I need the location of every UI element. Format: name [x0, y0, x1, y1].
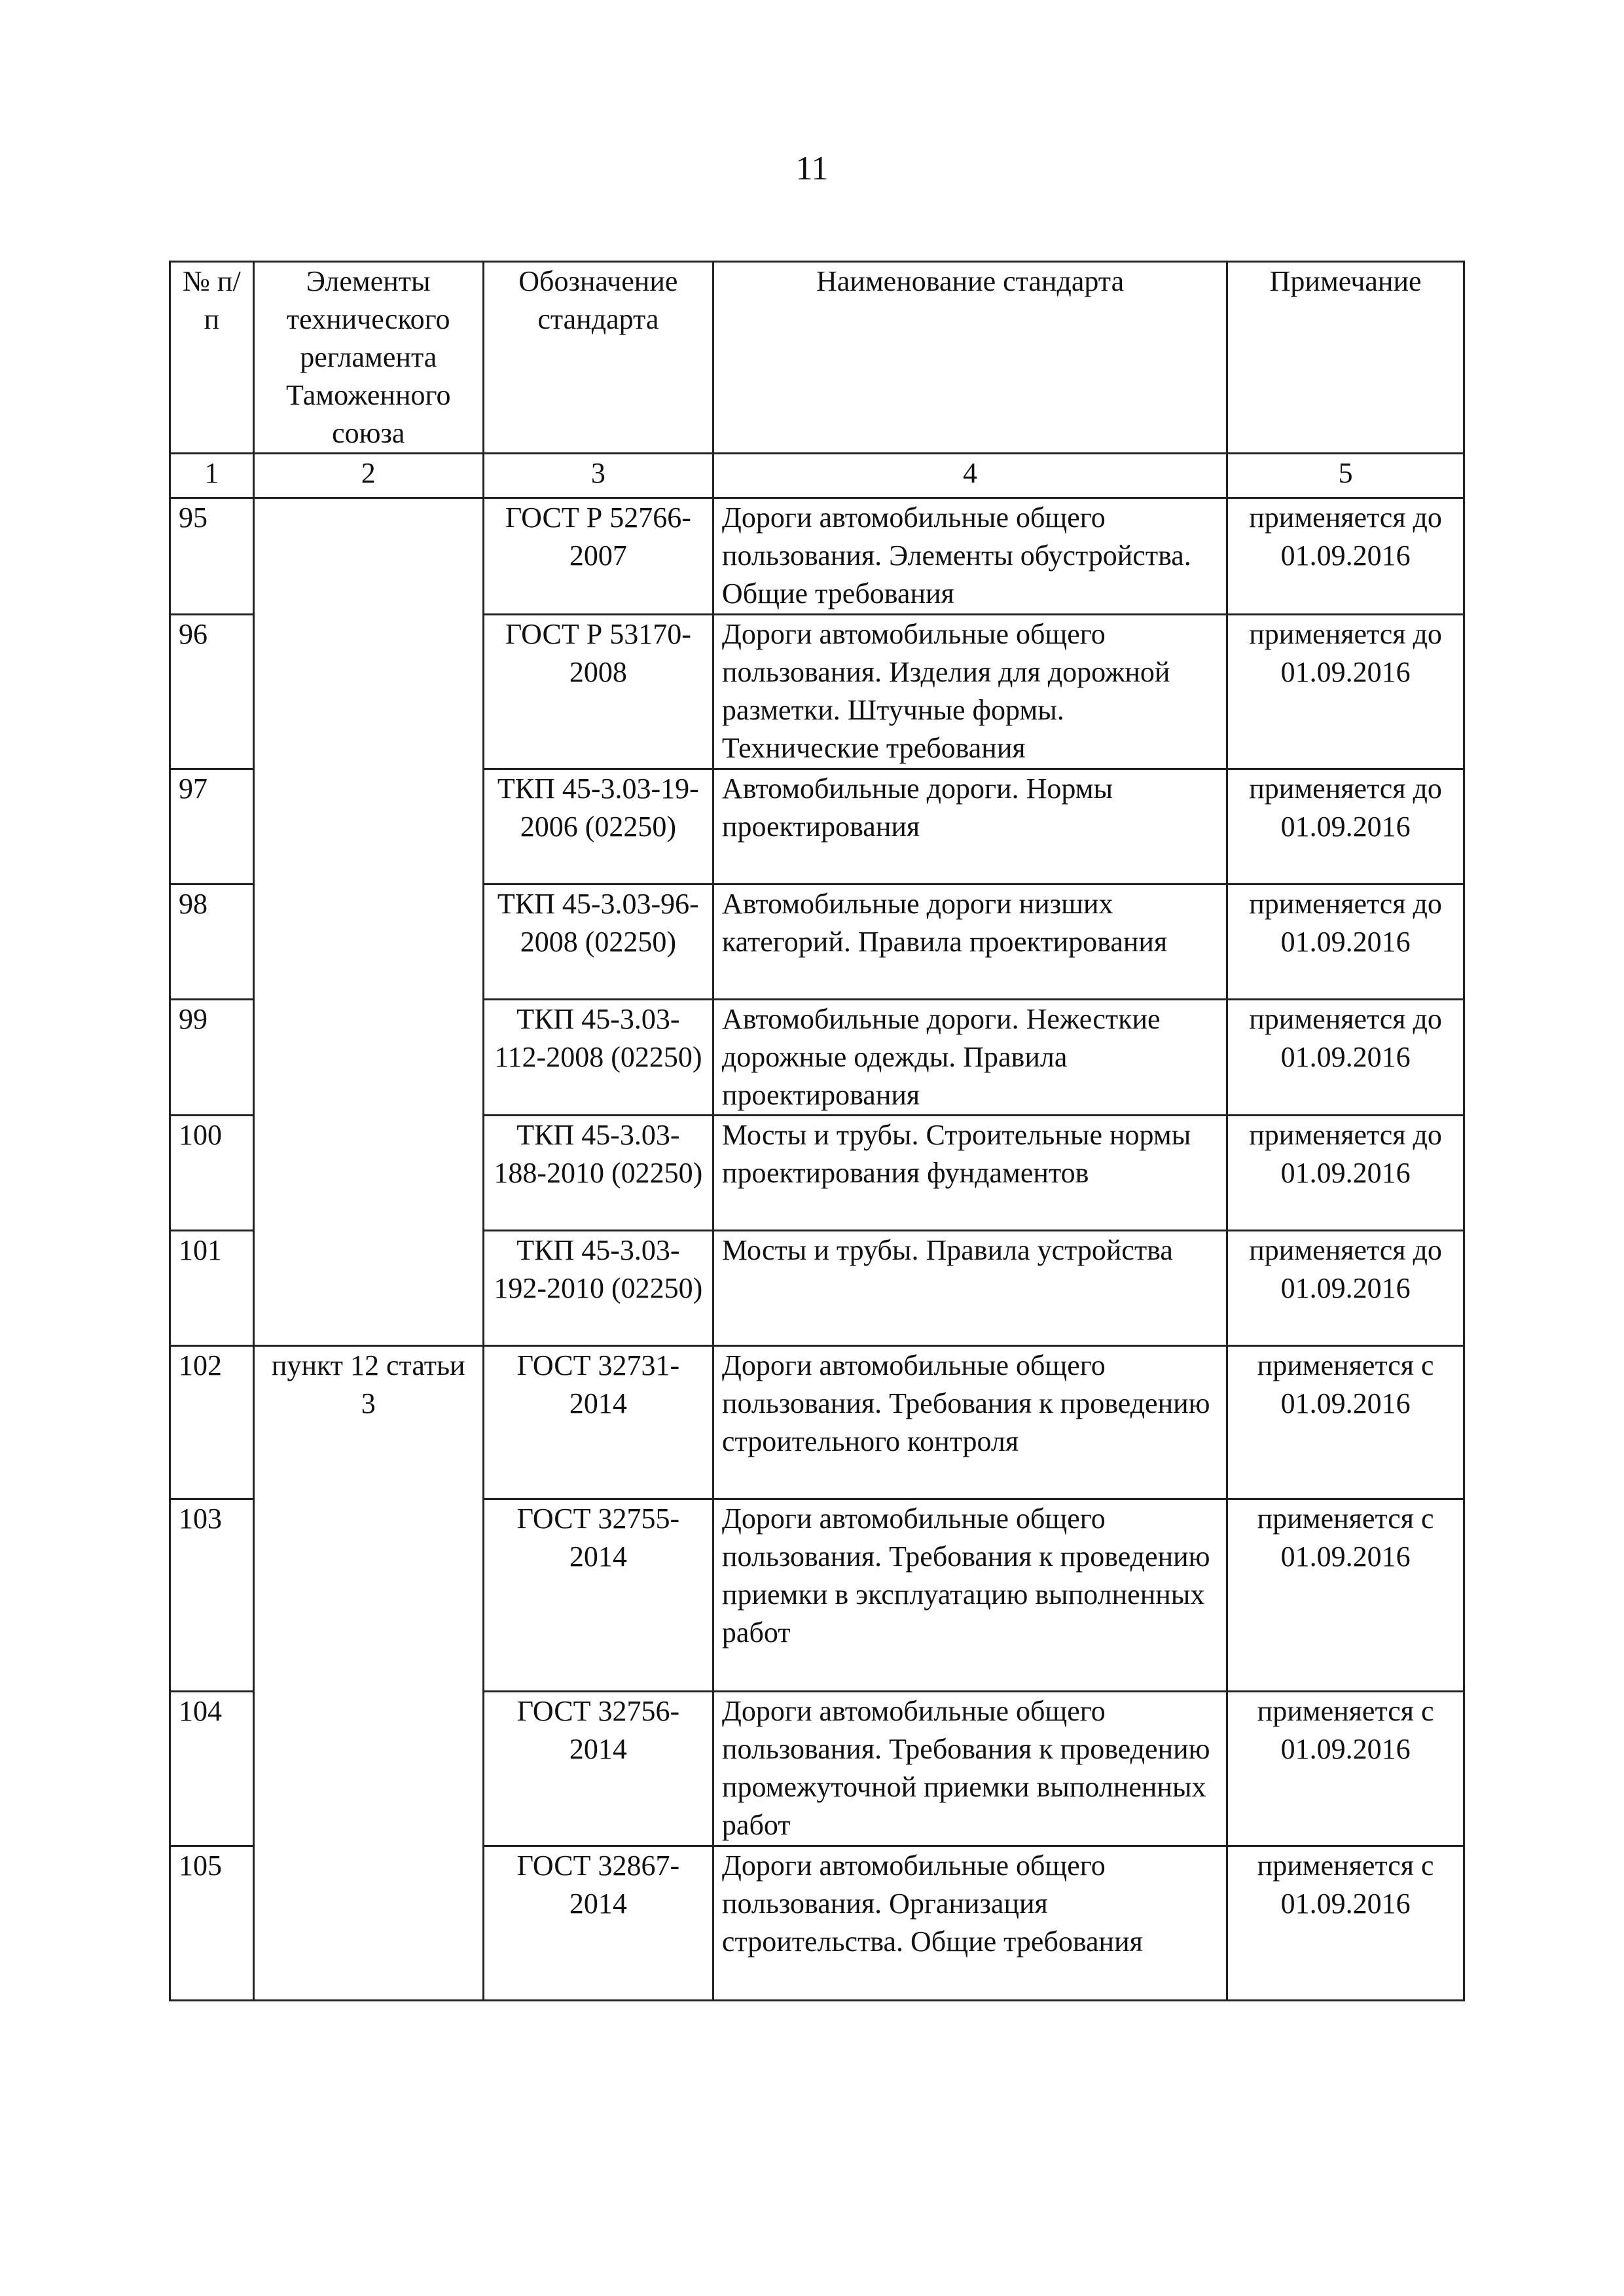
- row-note: применяется с 01.09.2016: [1227, 1346, 1464, 1499]
- row-name: Дороги автомобильные общего пользования. Элементы обустройства. Общие требования: [713, 498, 1227, 615]
- row-note: применяется до 01.09.2016: [1227, 615, 1464, 769]
- row-note: применяется до 01.09.2016: [1227, 884, 1464, 1000]
- row-note: применяется с 01.09.2016: [1227, 1499, 1464, 1692]
- row-element: [253, 498, 483, 1346]
- row-number: 98: [170, 884, 254, 1000]
- row-note: применяется до 01.09.2016: [1227, 1000, 1464, 1116]
- row-number: 101: [170, 1231, 254, 1346]
- row-designation: ГОСТ 32731-2014: [483, 1346, 713, 1499]
- header-designation: Обозначение стандарта: [483, 262, 713, 454]
- row-designation: ТКП 45-3.03-19-2006 (02250): [483, 769, 713, 884]
- row-element: пункт 12 статьи 3: [253, 1346, 483, 2001]
- column-numbering-row: [170, 454, 1464, 498]
- row-designation: ТКП 45-3.03-188-2010 (02250): [483, 1116, 713, 1231]
- row-number: 96: [170, 615, 254, 769]
- row-name: Дороги автомобильные общего пользования. Изделия для дорожной разметки. Штучные формы. Технические требования: [713, 615, 1227, 769]
- table-row: [170, 1346, 1464, 1499]
- standards-table: [169, 261, 1465, 2001]
- row-designation: ГОСТ 32755-2014: [483, 1499, 713, 1692]
- row-number: 99: [170, 1000, 254, 1116]
- header-row: [170, 262, 1464, 454]
- row-number: 95: [170, 498, 254, 615]
- row-number: 103: [170, 1499, 254, 1692]
- row-name: Автомобильные дороги. Нормы проектирования: [713, 769, 1227, 884]
- header-name: Наименование стандарта: [713, 262, 1227, 454]
- column-number: 5: [1227, 454, 1464, 498]
- row-name: Автомобильные дороги низших категорий. Правила проектирования: [713, 884, 1227, 1000]
- row-designation: ГОСТ 32867-2014: [483, 1846, 713, 2001]
- row-number: 104: [170, 1692, 254, 1846]
- row-designation: ТКП 45-3.03-112-2008 (02250): [483, 1000, 713, 1116]
- row-number: 102: [170, 1346, 254, 1499]
- row-name: Дороги автомобильные общего пользования. Организация строительства. Общие требования: [713, 1846, 1227, 2001]
- row-name: Мосты и трубы. Строительные нормы проектирования фундаментов: [713, 1116, 1227, 1231]
- row-number: 97: [170, 769, 254, 884]
- row-note: применяется до 01.09.2016: [1227, 1231, 1464, 1346]
- row-number: 105: [170, 1846, 254, 2001]
- row-name: Мосты и трубы. Правила устройства: [713, 1231, 1227, 1346]
- row-note: применяется до 01.09.2016: [1227, 498, 1464, 615]
- row-note: применяется с 01.09.2016: [1227, 1846, 1464, 2001]
- row-note: применяется с 01.09.2016: [1227, 1692, 1464, 1846]
- row-note: применяется до 01.09.2016: [1227, 769, 1464, 884]
- column-number: 1: [170, 454, 254, 498]
- row-designation: ТКП 45-3.03-96-2008 (02250): [483, 884, 713, 1000]
- column-number: 2: [253, 454, 483, 498]
- table-row: [170, 498, 1464, 615]
- row-designation: ГОСТ Р 53170-2008: [483, 615, 713, 769]
- row-name: Дороги автомобильные общего пользования. Требования к проведению промежуточной приемки выполненных работ: [713, 1692, 1227, 1846]
- column-number: 4: [713, 454, 1227, 498]
- row-name: Дороги автомобильные общего пользования. Требования к проведению приемки в эксплуатацию выполненных работ: [713, 1499, 1227, 1692]
- row-name: Дороги автомобильные общего пользования. Требования к проведению строительного контроля: [713, 1346, 1227, 1499]
- row-designation: ТКП 45-3.03-192-2010 (02250): [483, 1231, 713, 1346]
- header-element: Элементы технического регламента Таможенного союза: [253, 262, 483, 454]
- page-number: 11: [795, 150, 829, 187]
- column-number: 3: [483, 454, 713, 498]
- row-note: применяется до 01.09.2016: [1227, 1116, 1464, 1231]
- header-note: Примечание: [1227, 262, 1464, 454]
- row-number: 100: [170, 1116, 254, 1231]
- header-number: № п/п: [170, 262, 254, 454]
- row-designation: ГОСТ 32756-2014: [483, 1692, 713, 1846]
- row-designation: ГОСТ Р 52766-2007: [483, 498, 713, 615]
- row-name: Автомобильные дороги. Нежесткие дорожные одежды. Правила проектирования: [713, 1000, 1227, 1116]
